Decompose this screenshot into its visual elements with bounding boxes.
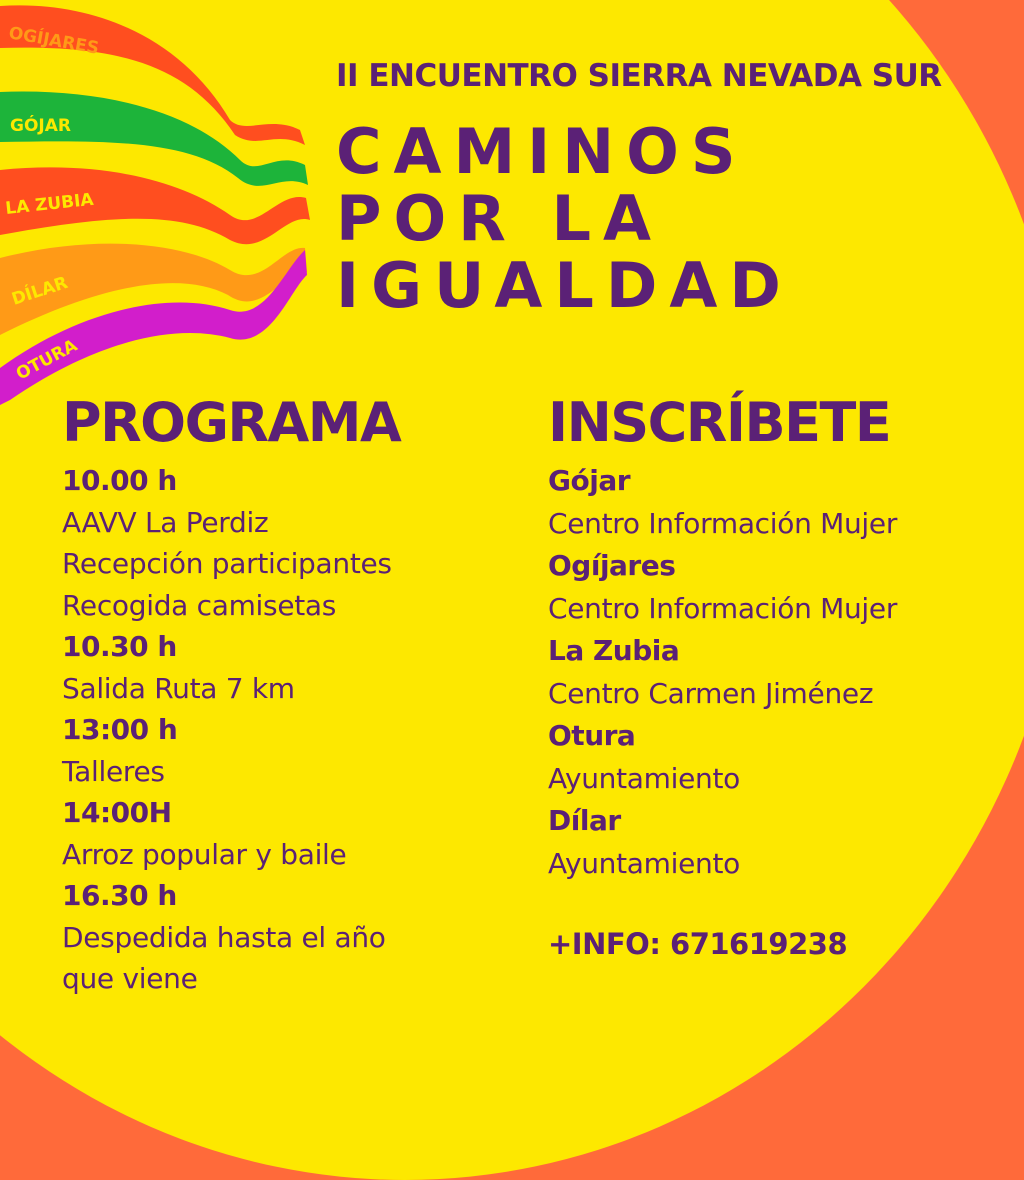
- programa-section: [62, 388, 512, 1000]
- program-detail: Salida Ruta 7 km: [62, 671, 295, 705]
- inscribete-section: [548, 388, 1018, 885]
- registration-town: La Zubia: [548, 634, 680, 667]
- program-time: 16.30 h: [62, 879, 177, 912]
- main-title-line: CAMINOS: [336, 115, 748, 188]
- registration-town: Otura: [548, 719, 636, 752]
- info-phone: +INFO: 671619238: [548, 927, 848, 961]
- inscribete-heading: INSCRÍBETE: [548, 391, 891, 454]
- registration-place: Ayuntamiento: [548, 761, 740, 795]
- rainbow-ribbons: [0, 0, 330, 420]
- registration-place: Centro Información Mujer: [548, 506, 898, 540]
- program-time: 10.30 h: [62, 630, 177, 663]
- program-time: 10.00 h: [62, 464, 177, 497]
- registration-town: Ogíjares: [548, 549, 676, 582]
- registration-town: Gójar: [548, 464, 631, 497]
- program-detail: Talleres: [62, 754, 165, 788]
- main-title-line: POR LA: [336, 182, 663, 255]
- registration-place: Centro Información Mujer: [548, 591, 898, 625]
- registration-place: Centro Carmen Jiménez: [548, 676, 874, 710]
- program-detail: que viene: [62, 962, 198, 995]
- program-detail: AAVV La Perdiz: [62, 505, 269, 539]
- main-title-line: IGUALDAD: [336, 249, 793, 322]
- program-detail: Despedida hasta el año: [62, 920, 386, 954]
- program-detail: Arroz popular y baile: [62, 837, 347, 871]
- programa-heading: PROGRAMA: [62, 391, 401, 454]
- band-label-otura: OTURA: [12, 335, 81, 385]
- registration-place: Ayuntamiento: [548, 846, 740, 880]
- main-title: [336, 115, 793, 322]
- band-label-dilar: DÍLAR: [9, 272, 71, 310]
- program-time: 13:00 h: [62, 713, 178, 746]
- program-detail: Recogida camisetas: [62, 588, 337, 622]
- band-label-gojar: GÓJAR: [10, 116, 71, 136]
- registration-town: Dílar: [548, 804, 621, 837]
- band-label-ogijares: OGÍJARES: [7, 23, 101, 59]
- program-detail: Recepción participantes: [62, 547, 392, 580]
- program-time: 14:00H: [62, 796, 172, 829]
- event-title: II ENCUENTRO SIERRA NEVADA SUR: [336, 58, 942, 94]
- band-label-la-zubia: LA ZUBIA: [4, 189, 95, 219]
